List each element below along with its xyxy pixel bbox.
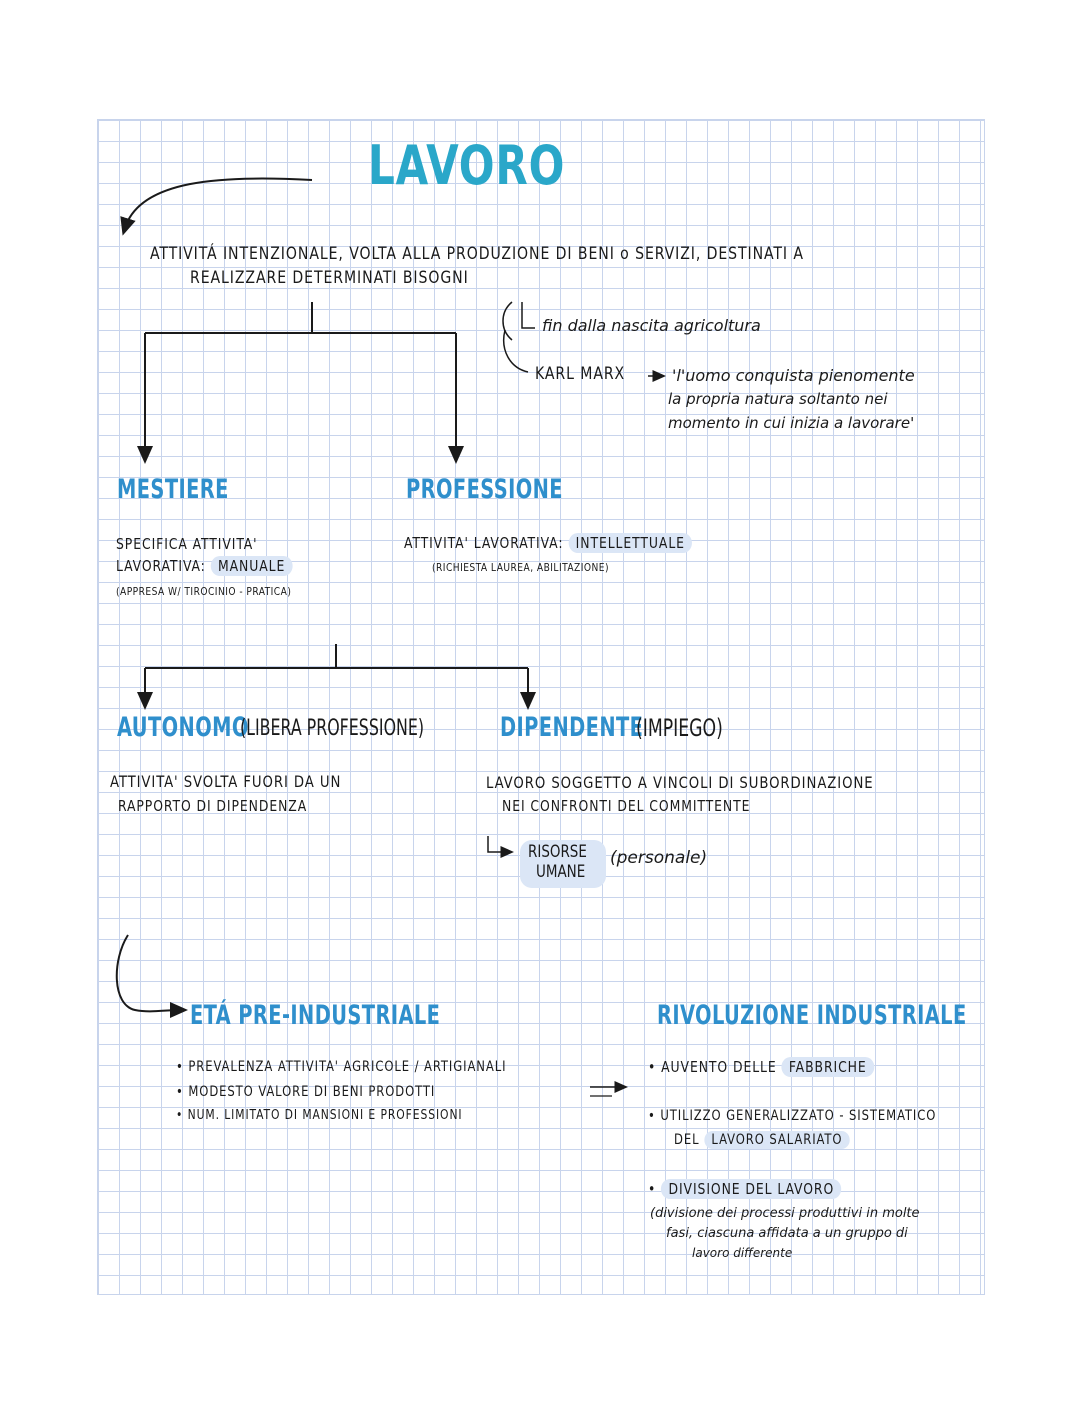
note-since: fin dalla nascita agricoltura — [542, 316, 761, 335]
definition-line-1: ATTIVITÁ INTENZIONALE, VOLTA ALLA PRODUZIONE DI BENI o SERVIZI, DESTINATI A — [150, 244, 804, 264]
preindustriale-bullet-2: • MODESTO VALORE DI BENI PRODOTTI — [176, 1084, 436, 1100]
professione-heading: PROFESSIONE — [406, 474, 563, 505]
preindustriale-heading: ETÁ PRE-INDUSTRIALE — [190, 1000, 441, 1031]
note-marx-quote-3: momento in cui inizia a lavorare' — [668, 414, 915, 432]
professione-highlight: INTELLETTUALE — [568, 533, 692, 553]
dipendente-line-2: NEI CONFRONTI DEL COMMITTENTE — [502, 797, 751, 815]
industriale-bullet-2: • UTILIZZO GENERALIZZATO - SISTEMATICO — [648, 1108, 937, 1124]
autonomo-line-1: ATTIVITA' SVOLTA FUORI DA UN — [110, 772, 342, 791]
industriale-bullet-3-highlight: DIVISIONE DEL LAVORO — [661, 1179, 841, 1199]
risorse-line-2: UMANE — [536, 862, 586, 882]
industriale-note-3: lavoro differente — [692, 1246, 793, 1260]
risorse-line-1: RISORSE — [528, 842, 587, 862]
mestiere-line-2-prefix: LAVORATIVA: — [116, 557, 206, 575]
industriale-bullet-2-prefix: DEL — [674, 1132, 700, 1148]
autonomo-heading: AUTONOMO — [117, 712, 249, 743]
industriale-heading: RIVOLUZIONE INDUSTRIALE — [657, 1000, 967, 1031]
dipendente-line-1: LAVORO SOGGETTO A VINCOLI DI SUBORDINAZIONE — [486, 773, 874, 792]
industriale-note-1: (divisione dei processi produttivi in molte — [650, 1206, 920, 1221]
note-marx-quote-1: 'l'uomo conquista pienomente — [672, 366, 915, 385]
industriale-bullet-2-highlight: LAVORO SALARIATO — [704, 1131, 850, 1149]
mestiere-line-3: (APPRESA W/ TIROCINIO - PRATICA) — [116, 585, 292, 598]
professione-line-1 — [404, 534, 692, 552]
risorse-note: (personale) — [610, 848, 708, 868]
industriale-bullet-1-prefix: AUVENTO DELLE — [661, 1058, 777, 1076]
dipendente-heading: DIPENDENTE — [500, 712, 644, 743]
mestiere-highlight: MANUALE — [211, 556, 293, 576]
preindustriale-bullet-1-text: PREVALENZA ATTIVITA' AGRICOLE / ARTIGIANALI — [188, 1059, 507, 1075]
industriale-bullet-2-line-1: UTILIZZO GENERALIZZATO - SISTEMATICO — [660, 1108, 937, 1124]
industriale-bullet-1-highlight: FABBRICHE — [782, 1057, 875, 1077]
professione-line-1-prefix: ATTIVITA' LAVORATIVA: — [404, 534, 564, 552]
dipendente-heading-suffix: (IMPIEGO) — [636, 714, 723, 742]
autonomo-line-2: RAPPORTO DI DIPENDENZA — [118, 797, 308, 815]
industriale-note-2: fasi, ciascuna affidata a un gruppo di — [666, 1226, 908, 1241]
mestiere-heading: MESTIERE — [117, 474, 229, 505]
preindustriale-bullet-3-text: NUM. LIMITATO DI MANSIONI E PROFESSIONI — [187, 1108, 463, 1123]
autonomo-heading-suffix: (LIBERA PROFESSIONE) — [240, 716, 425, 741]
definition-line-2: REALIZZARE DETERMINATI BISOGNI — [190, 268, 469, 288]
industriale-bullet-2-line-2 — [674, 1132, 850, 1148]
note-marx-label: KARL MARX — [535, 364, 626, 384]
mestiere-line-2 — [116, 557, 293, 575]
industriale-bullet-3: • DIVISIONE DEL LAVORO — [648, 1180, 842, 1198]
preindustriale-bullet-2-text: MODESTO VALORE DI BENI PRODOTTI — [188, 1084, 436, 1100]
risorse-umane-badge — [520, 840, 606, 888]
industriale-bullet-1: • AUVENTO DELLE FABBRICHE — [648, 1058, 874, 1076]
professione-line-2: (RICHIESTA LAUREA, ABILITAZIONE) — [432, 561, 609, 574]
note-marx-quote-2: la propria natura soltanto nei — [668, 390, 888, 408]
preindustriale-bullet-3: • NUM. LIMITATO DI MANSIONI E PROFESSIONI — [176, 1108, 463, 1123]
mestiere-line-1: SPECIFICA ATTIVITA' — [116, 535, 258, 553]
preindustriale-bullet-1: • PREVALENZA ATTIVITA' AGRICOLE / ARTIGIANALI — [176, 1059, 507, 1075]
page-title: LAVORO — [368, 134, 566, 197]
